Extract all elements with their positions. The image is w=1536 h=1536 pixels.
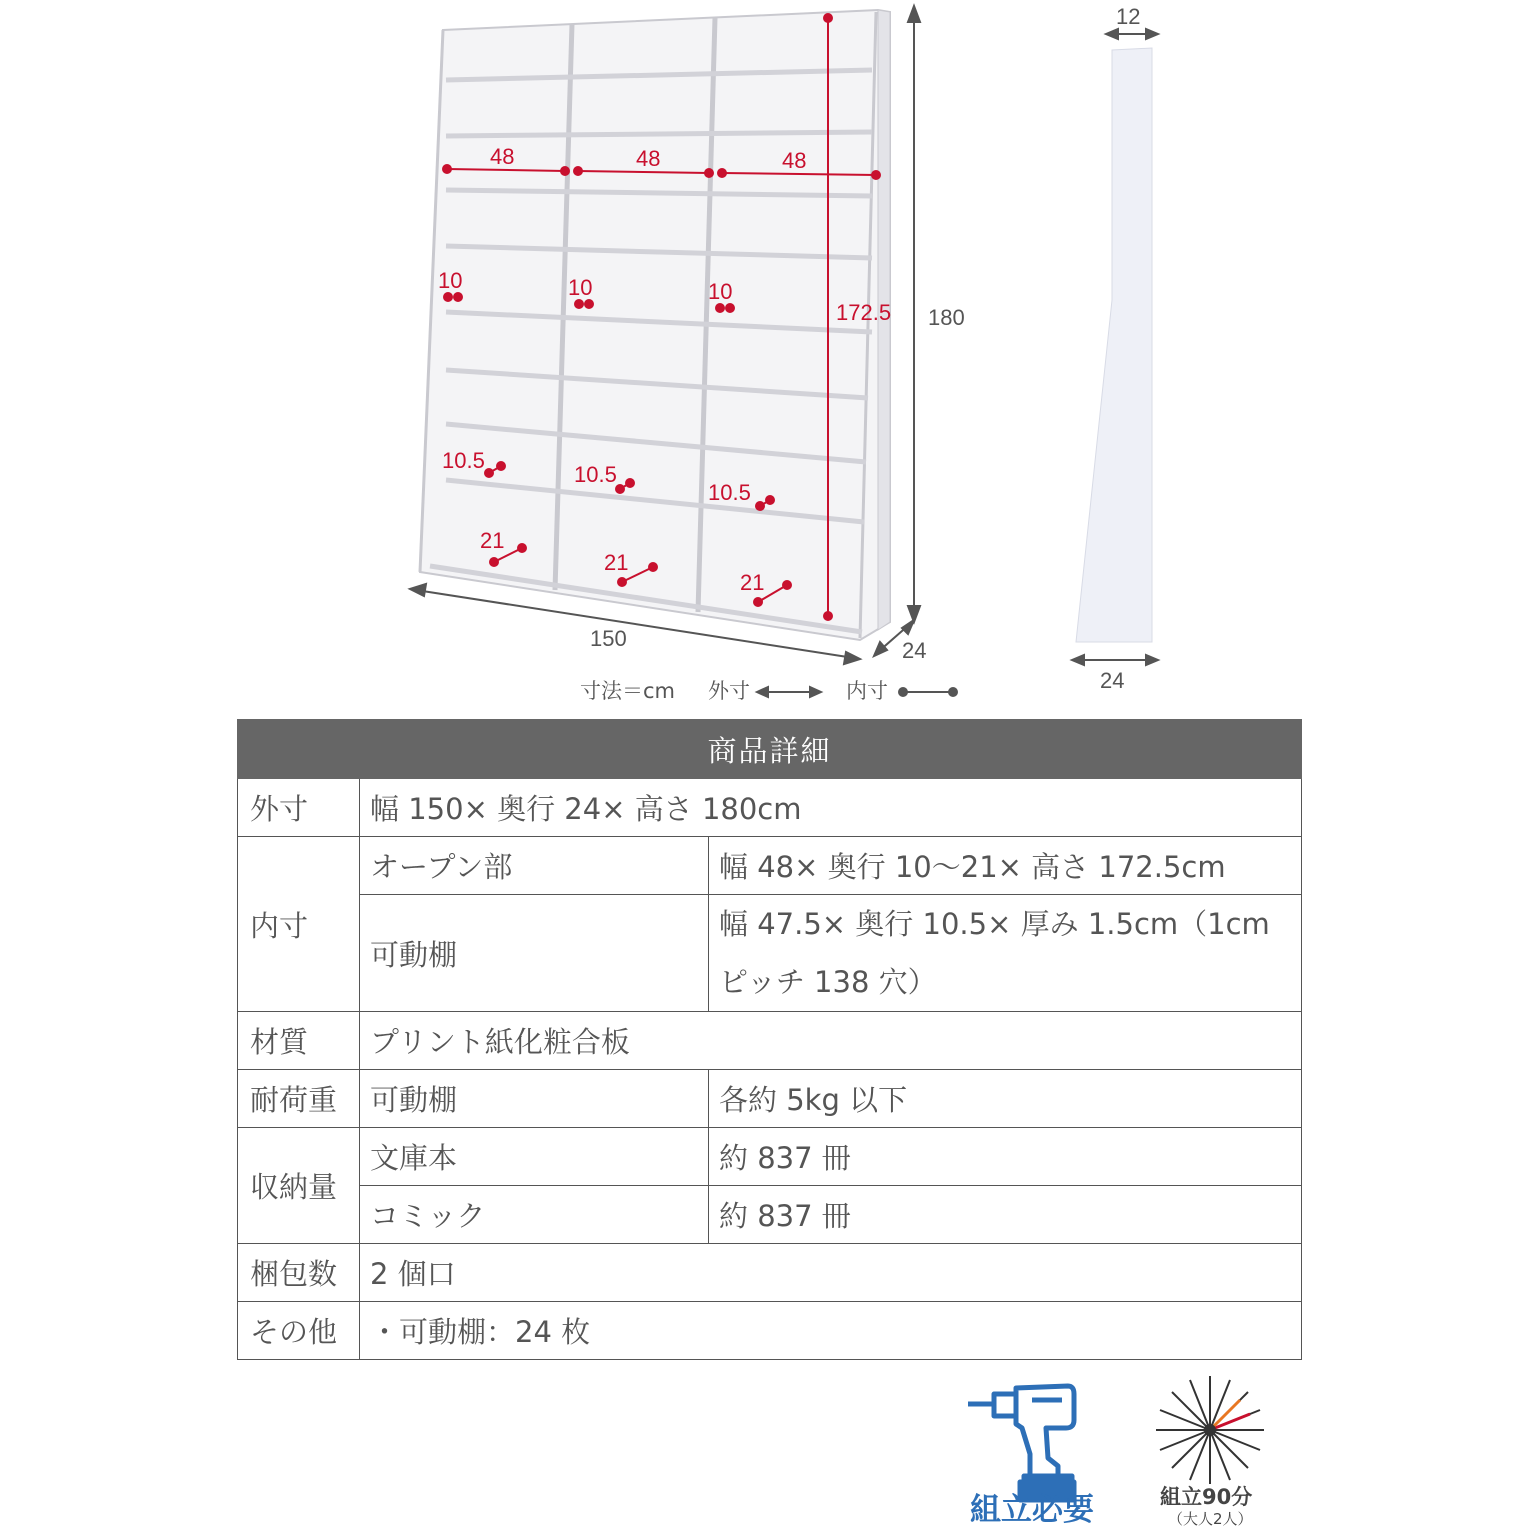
row-value-material: プリント紙化粧合板 [360, 1012, 1302, 1070]
inner-width-label-3: 48 [782, 148, 807, 173]
row-sub-inner-shelf: 可動棚 [360, 895, 709, 1012]
row-value-package: 2 個口 [360, 1244, 1302, 1302]
row-label-outer: 外寸 [238, 779, 360, 837]
row-label-load: 耐荷重 [238, 1070, 360, 1128]
row-label-capacity: 収納量 [238, 1128, 360, 1244]
outer-width-label: 150 [590, 626, 627, 651]
legend-outer-arrow-icon [757, 687, 821, 697]
row-value-capacity-comic: 約 837 冊 [709, 1186, 1302, 1244]
row-sub-inner-open: オープン部 [360, 837, 709, 895]
table-row-inner-shelf [238, 895, 1302, 1012]
table-row-material [238, 1012, 1302, 1070]
outer-depth-label: 24 [902, 638, 927, 663]
assembly-time-label: 組立90分 [1160, 1485, 1253, 1509]
legend-inner-dot-line-icon [899, 688, 957, 696]
legend-outer: 外寸 [708, 679, 750, 703]
row-value-inner-shelf [709, 895, 1302, 1012]
table-row-inner-open [238, 837, 1302, 895]
table-row-outer [238, 779, 1302, 837]
table-title: 商品詳細 [238, 720, 1302, 779]
row-sub-capacity-comic: コミック [360, 1186, 709, 1244]
row-label-package: 梱包数 [238, 1244, 360, 1302]
row-value-capacity-bunko: 約 837 冊 [709, 1128, 1302, 1186]
row-value-inner-open: 幅 48× 奥行 10～21× 高さ 172.5cm [709, 837, 1302, 895]
outer-height-label: 180 [928, 305, 965, 330]
inner-width-label-2: 48 [636, 146, 661, 171]
inner-shelf-line-1: 幅 47.5× 奥行 10.5× 厚み 1.5cm（1cm [719, 907, 1270, 941]
inner-width-label-1: 48 [490, 144, 515, 169]
assembly-icons [950, 1370, 1290, 1536]
inner-height-label: 172.5 [836, 300, 892, 325]
assembly-time-sub: （大人2人） [1168, 1510, 1253, 1528]
inner-shelf-line-2: ピッチ 138 穴） [719, 965, 937, 999]
electric-drill-icon [968, 1386, 1074, 1500]
row-value-other: ・可動棚：24 枚 [360, 1302, 1302, 1360]
clock-burst-icon [1156, 1376, 1264, 1484]
bookshelf-dimension-diagram [0, 0, 1536, 720]
bottom-depth-label-2: 21 [604, 550, 629, 575]
row-value-outer: 幅 150× 奥行 24× 高さ 180cm [360, 779, 1302, 837]
row-label-inner: 内寸 [238, 837, 360, 1012]
dimension-legend [580, 679, 957, 703]
table-row-other [238, 1302, 1302, 1360]
table-row-load [238, 1070, 1302, 1128]
table-row-capacity-comic [238, 1186, 1302, 1244]
table-row-capacity-bunko [238, 1128, 1302, 1186]
depth-top-label-3: 10 [708, 279, 733, 304]
depth-top-label-2: 10 [568, 275, 593, 300]
row-label-material: 材質 [238, 1012, 360, 1070]
table-row-package [238, 1244, 1302, 1302]
product-detail-table [237, 719, 1302, 1360]
side-view-illustration [1072, 29, 1158, 665]
row-value-load: 各約 5kg 以下 [709, 1070, 1302, 1128]
assembly-required-label: 組立必要 [970, 1492, 1094, 1528]
side-top-depth-label: 12 [1116, 4, 1141, 29]
row-label-other: その他 [238, 1302, 360, 1360]
shelf-depth-label-2: 10.5 [574, 462, 617, 487]
side-bottom-depth-label: 24 [1100, 668, 1125, 693]
legend-unit: 寸法＝cm [580, 679, 676, 703]
legend-inner: 内寸 [846, 679, 888, 703]
depth-top-label-1: 10 [438, 268, 463, 293]
shelf-depth-label-1: 10.5 [442, 448, 485, 473]
bottom-depth-label-3: 21 [740, 570, 765, 595]
shelf-depth-label-3: 10.5 [708, 480, 751, 505]
bottom-depth-label-1: 21 [480, 528, 505, 553]
row-sub-load: 可動棚 [360, 1070, 709, 1128]
row-sub-capacity-bunko: 文庫本 [360, 1128, 709, 1186]
